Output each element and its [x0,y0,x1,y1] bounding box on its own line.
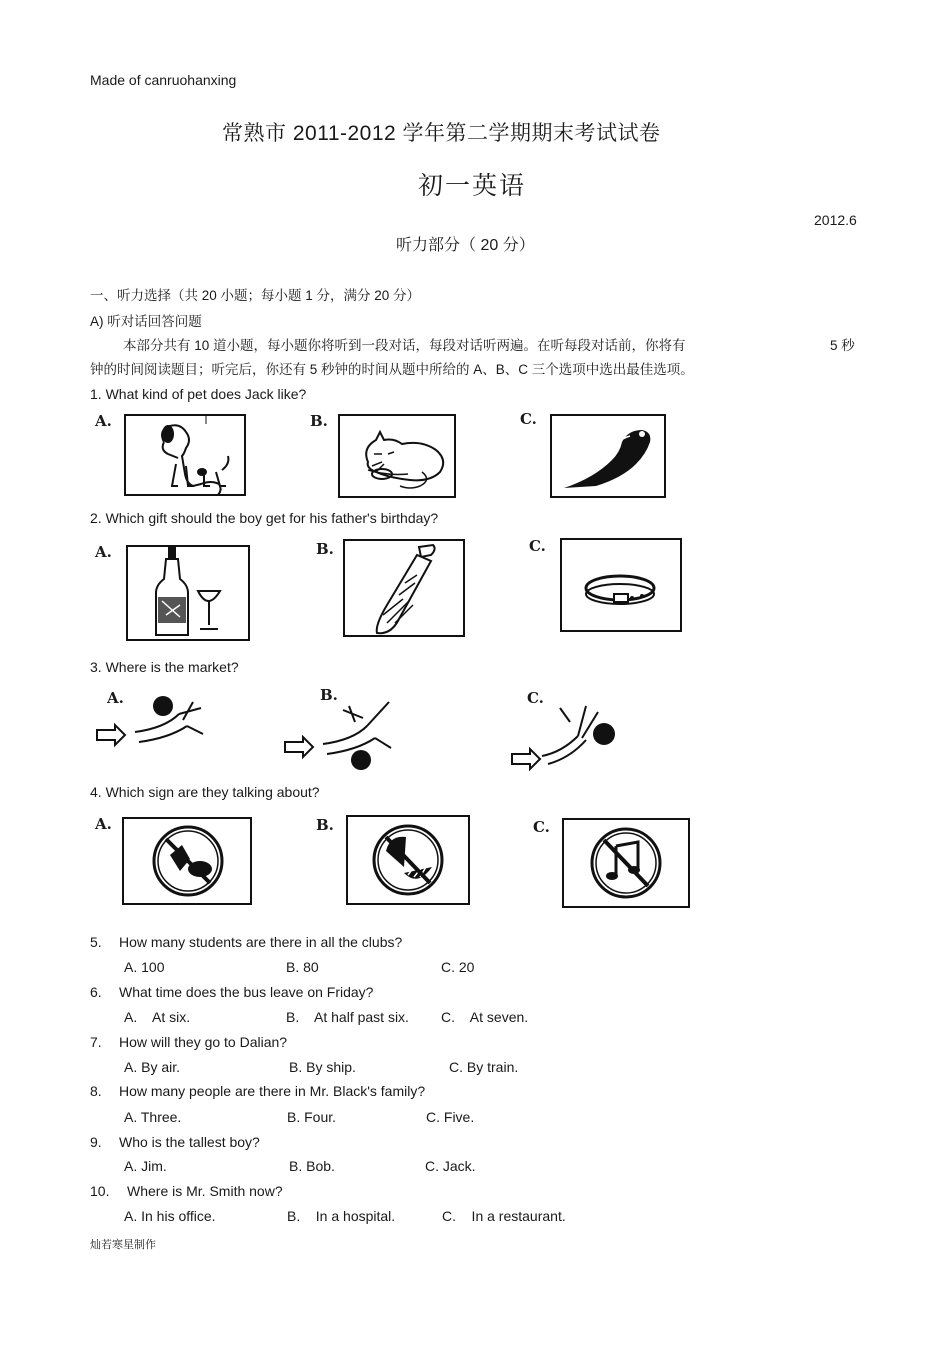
instructions-line1-end: 5 秒 [830,338,855,353]
q3-option-b-label: B. [320,686,338,704]
q6-option-a: A. At six. [124,1009,191,1025]
no-music-sign [562,818,690,908]
q5-option-a: A. 100 [124,959,165,975]
question-10-text: Where is Mr. Smith now? [127,1183,283,1199]
parrot-picture [550,414,666,498]
instructions-line1: 本部分共有 10 道小题，每小题你将听到一段对话，每段对话听两遍。在听每段对话前，你将有 [123,338,686,353]
exam-title: 常熟市 2011-2012 学年第二学期期末考试试卷 [222,122,661,145]
no-fruit-sign [346,815,470,905]
q9-option-b: B. Bob. [289,1158,335,1174]
q10-option-c: C. In a restaurant. [442,1208,566,1224]
q1-option-a-label: A. [95,412,112,430]
cat-picture [338,414,456,498]
q7-option-a: A. By air. [124,1059,181,1075]
question-7-text: How will they go to Dalian? [119,1034,288,1050]
exam-date: 2012.6 [814,212,857,228]
question-1: 1. What kind of pet does Jack like? [90,386,307,402]
map-b [283,696,403,772]
question-8-text: How many people are there in Mr. Black's family? [119,1083,426,1099]
footer-credit: 灿若寒星制作 [90,1239,156,1251]
q7-option-b: B. By ship. [289,1059,356,1075]
q2-option-a-label: A. [95,543,112,561]
listening-part-title: 听力部分（ 20 分） [396,237,535,254]
q3-option-c-label: C. [527,689,544,707]
instructions-line2: 钟的时间阅读题目；听完后，你还有 5 秒钟的时间从题中所给的 A、B、C 三个选项中选出最佳选项。 [90,362,694,377]
map-c [510,700,628,776]
question-4: 4. Which sign are they talking about? [90,784,320,800]
question-6-text: What time does the bus leave on Friday? [119,984,374,1000]
no-food-sign [122,817,252,905]
question-10-number: 10. [90,1183,110,1199]
q4-option-c-label: C. [533,818,550,836]
dog-picture [124,414,246,496]
q2-option-b-label: B. [316,540,334,558]
tie-picture [343,539,465,637]
q9-option-c: C. Jack. [425,1158,476,1174]
q3-option-a-label: A. [107,689,124,707]
question-3: 3. Where is the market? [90,659,239,675]
question-5-number: 5. [90,934,102,950]
question-2: 2. Which gift should the boy get for his father's birthday? [90,510,439,526]
q10-option-b: B. In a hospital. [287,1208,396,1224]
made-of-note: Made of canruohanxing [90,72,237,88]
question-8-number: 8. [90,1083,102,1099]
question-9-text: Who is the tallest boy? [119,1134,260,1150]
q5-option-b: B. 80 [286,959,319,975]
q6-option-c: C. At seven. [441,1009,529,1025]
map-a [95,690,215,760]
q8-option-b: B. Four. [287,1109,337,1125]
q4-option-a-label: A. [95,815,112,833]
wine-picture [126,545,250,641]
q10-option-a: A. In his office. [124,1208,216,1224]
q8-option-a: A. Three. [124,1109,182,1125]
collar-picture [560,538,682,632]
q4-option-b-label: B. [316,816,334,834]
question-5-text: How many students are there in all the clubs? [119,934,403,950]
question-6-number: 6. [90,984,102,1000]
question-9-number: 9. [90,1134,102,1150]
subject-title: 初一英语 [418,171,527,200]
q1-option-b-label: B. [310,412,328,430]
question-7-number: 7. [90,1034,102,1050]
q9-option-a: A. Jim. [124,1158,167,1174]
q6-option-b: B. At half past six. [286,1009,409,1025]
q7-option-c: C. By train. [449,1059,519,1075]
q1-option-c-label: C. [520,410,537,428]
q5-option-c: C. 20 [441,959,475,975]
section-heading: 一、听力选择（共 20 小题；每小题 1 分，满分 20 分） [90,288,421,303]
q8-option-c: C. Five. [426,1109,475,1125]
section-subheading: A) 听对话回答问题 [90,314,202,329]
q2-option-c-label: C. [529,537,546,555]
